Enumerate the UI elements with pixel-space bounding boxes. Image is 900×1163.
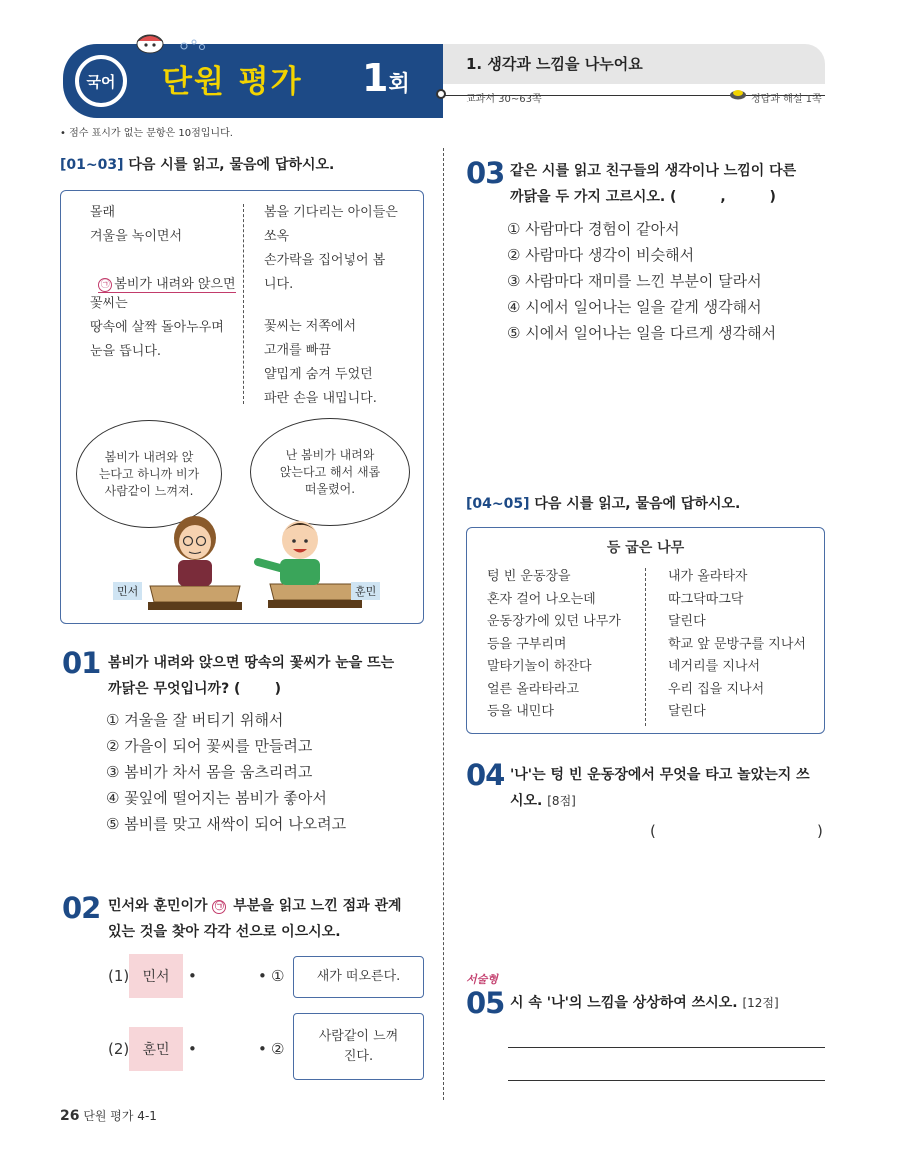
q05-number: 05: [466, 986, 505, 1020]
section2-instruction: 다음 시를 읽고, 물음에 답하시오.: [534, 496, 741, 512]
poem1-left-stanza1: 몰래 겨울을 녹이면서: [90, 205, 183, 244]
q02-right-dot-2[interactable]: •: [258, 1040, 267, 1058]
q02-left-name-1: 민서: [129, 954, 183, 998]
score-note: • 점수 표시가 없는 문항은 10점입니다.: [60, 128, 233, 139]
poem1-divider: [243, 204, 244, 404]
q03-option-5[interactable]: ⑤ 시에서 일어나는 일을 다르게 생각해서: [507, 324, 777, 342]
answer-icon: [729, 88, 747, 100]
page-footer: [60, 1107, 157, 1124]
q02-left-label-1: (1): [108, 967, 130, 985]
mark-giyeok: ㉠: [98, 278, 112, 292]
round-label: [362, 56, 410, 100]
name-tag-minseo: 민서: [113, 582, 142, 600]
marked-line-underline: [98, 277, 235, 293]
textbook-pages: 교과서 30~63쪽: [466, 94, 542, 105]
q04-number: 04: [466, 758, 505, 792]
q02-right-label-1: ①: [271, 967, 285, 985]
q03-option-2[interactable]: ② 사람마다 생각이 비슷해서: [507, 246, 695, 264]
q03-number: 03: [466, 156, 505, 190]
q02-text-line2: 있는 것을 찾아 각각 선으로 이으시오.: [108, 924, 341, 940]
q03-option-3[interactable]: ③ 사람마다 재미를 느낀 부분이 달라서: [507, 272, 762, 290]
q01-option-5[interactable]: ⑤ 봄비를 맞고 새싹이 되어 나오려고: [106, 815, 347, 833]
mascot-icon: [133, 28, 167, 54]
q02-text-line1: [108, 893, 402, 919]
q02-left-name-2: 훈민: [129, 1027, 183, 1071]
unit-title: 1. 생각과 느낌을 나누어요: [466, 55, 643, 73]
speech-bubble-hunmin: 난 봄비가 내려와 앉는다고 해서 새롭 떠올렸어.: [250, 418, 410, 526]
q05-answer-line-1[interactable]: [508, 1047, 825, 1048]
header-rule-dot: [436, 89, 446, 99]
poem1-left-stanza2: 꽃씨는 땅속에 살짝 돌아누우며 눈을 뜹니다.: [90, 296, 224, 359]
poem2-divider: [645, 568, 646, 726]
section2-range: [04~05]: [466, 496, 530, 512]
section1-range: [01~03]: [60, 157, 124, 173]
q02-right-label-2: ②: [271, 1040, 285, 1058]
q04-answer-field[interactable]: [664, 820, 814, 842]
q01-option-3[interactable]: ③ 봄비가 차서 몸을 움츠리려고: [106, 763, 313, 781]
q01-text: 봄비가 내려와 앉으면 땅속의 꽃씨가 눈을 뜨는 까닭은 무엇입니까? ( ): [108, 655, 395, 697]
page-number: 26: [60, 1108, 80, 1124]
q04-paren-close: ): [817, 822, 823, 840]
name-tag-hunmin: 훈민: [351, 582, 380, 600]
q04-paren-open: (: [650, 822, 656, 840]
q02-text-after: 부분을 읽고 느낀 점과 관계: [233, 898, 402, 914]
marked-line-text: 봄비가 내려와 앉으면: [114, 277, 236, 292]
q02-left-dot-1[interactable]: •: [188, 967, 197, 985]
q04-text: '나'는 텅 빈 운동장에서 무엇을 타고 놀았는지 쓰: [510, 767, 810, 783]
q02-right-dot-1[interactable]: •: [258, 967, 267, 985]
answer-reference: 정답과 해설 1쪽: [751, 94, 822, 105]
poem2-left: 텅 빈 운동장을 혼자 걸어 나오는데 운동장가에 있던 나무가 등을 구부리며 말타기놀이 하잔다 얼른 올라타라고 등을 내민다: [487, 569, 621, 719]
q03-option-1[interactable]: ① 사람마다 경험이 같아서: [507, 220, 680, 238]
q02-number: 02: [62, 891, 101, 925]
q05-answer-line-2[interactable]: [508, 1080, 825, 1081]
q04-points: [8점]: [547, 794, 576, 808]
q01-number: 01: [62, 646, 101, 680]
q03-option-4[interactable]: ④ 시에서 일어나는 일을 같게 생각해서: [507, 298, 762, 316]
q05-points: [12점]: [742, 996, 779, 1010]
section1-heading: [60, 154, 334, 174]
section1-instruction: 다음 시를 읽고, 물음에 답하시오.: [128, 157, 335, 173]
speech-bubble-minseo: 봄비가 내려와 앉 는다고 하니까 비가 사람같이 느껴져.: [76, 420, 222, 528]
q02-text-before: 민서와 훈민이가: [108, 898, 208, 914]
q03-text: 같은 시를 읽고 친구들의 생각이나 느낌이 다른 까닭을 두 가지 고르시오. ( , ): [510, 163, 797, 205]
q05-text: 시 속 '나'의 느낌을 상상하여 쓰시오.: [510, 995, 738, 1011]
q05-badge: 서술형: [466, 973, 498, 986]
q01-option-2[interactable]: ② 가을이 되어 꽃씨를 만들려고: [106, 737, 313, 755]
poem1-marked-line: [90, 249, 236, 297]
footer-label: 단원 평가 4-1: [83, 1109, 157, 1123]
poem1-right-stanza2: 꽃씨는 저쪽에서 고개를 빠끔 얄밉게 숨겨 두었던 파란 손을 내밉니다.: [264, 319, 377, 406]
q04-text-end: 시오.: [510, 793, 543, 809]
q01-option-4[interactable]: ④ 꽃잎에 떨어지는 봄비가 좋아서: [106, 789, 327, 807]
q02-right-text-1: 새가 떠오른다.: [293, 956, 424, 998]
q02-left-dot-2[interactable]: •: [188, 1040, 197, 1058]
q02-left-label-2: (2): [108, 1040, 130, 1058]
bubbles-icon: [178, 36, 208, 52]
poem2-title: 등 굽은 나무: [606, 540, 685, 556]
q04-text-line2: [510, 788, 576, 814]
poem1-right-stanza1: 봄을 기다리는 아이들은 쏘옥 손가락을 집어넣어 봅 니다.: [264, 205, 398, 292]
q02-right-text-2: 사람같이 느껴 진다.: [293, 1013, 424, 1080]
q05-text-row: [510, 990, 779, 1016]
round-number: 1: [362, 56, 389, 100]
column-divider: [443, 148, 444, 1100]
q01-option-1[interactable]: ① 겨울을 잘 버티기 위해서: [106, 711, 284, 729]
page-title: 단원 평가: [162, 64, 303, 100]
poem2-right: 내가 올라타자 따그닥따그닥 달린다 학교 앞 문방구를 지나서 네거리를 지나서 우리 집을 지나서 달린다: [668, 569, 806, 719]
round-unit: 회: [388, 72, 410, 97]
subject-label: 국어: [79, 59, 123, 103]
q02-mark-giyeok: ㉠: [212, 900, 226, 914]
subject-badge: [72, 52, 130, 110]
section2-heading: [466, 493, 740, 513]
